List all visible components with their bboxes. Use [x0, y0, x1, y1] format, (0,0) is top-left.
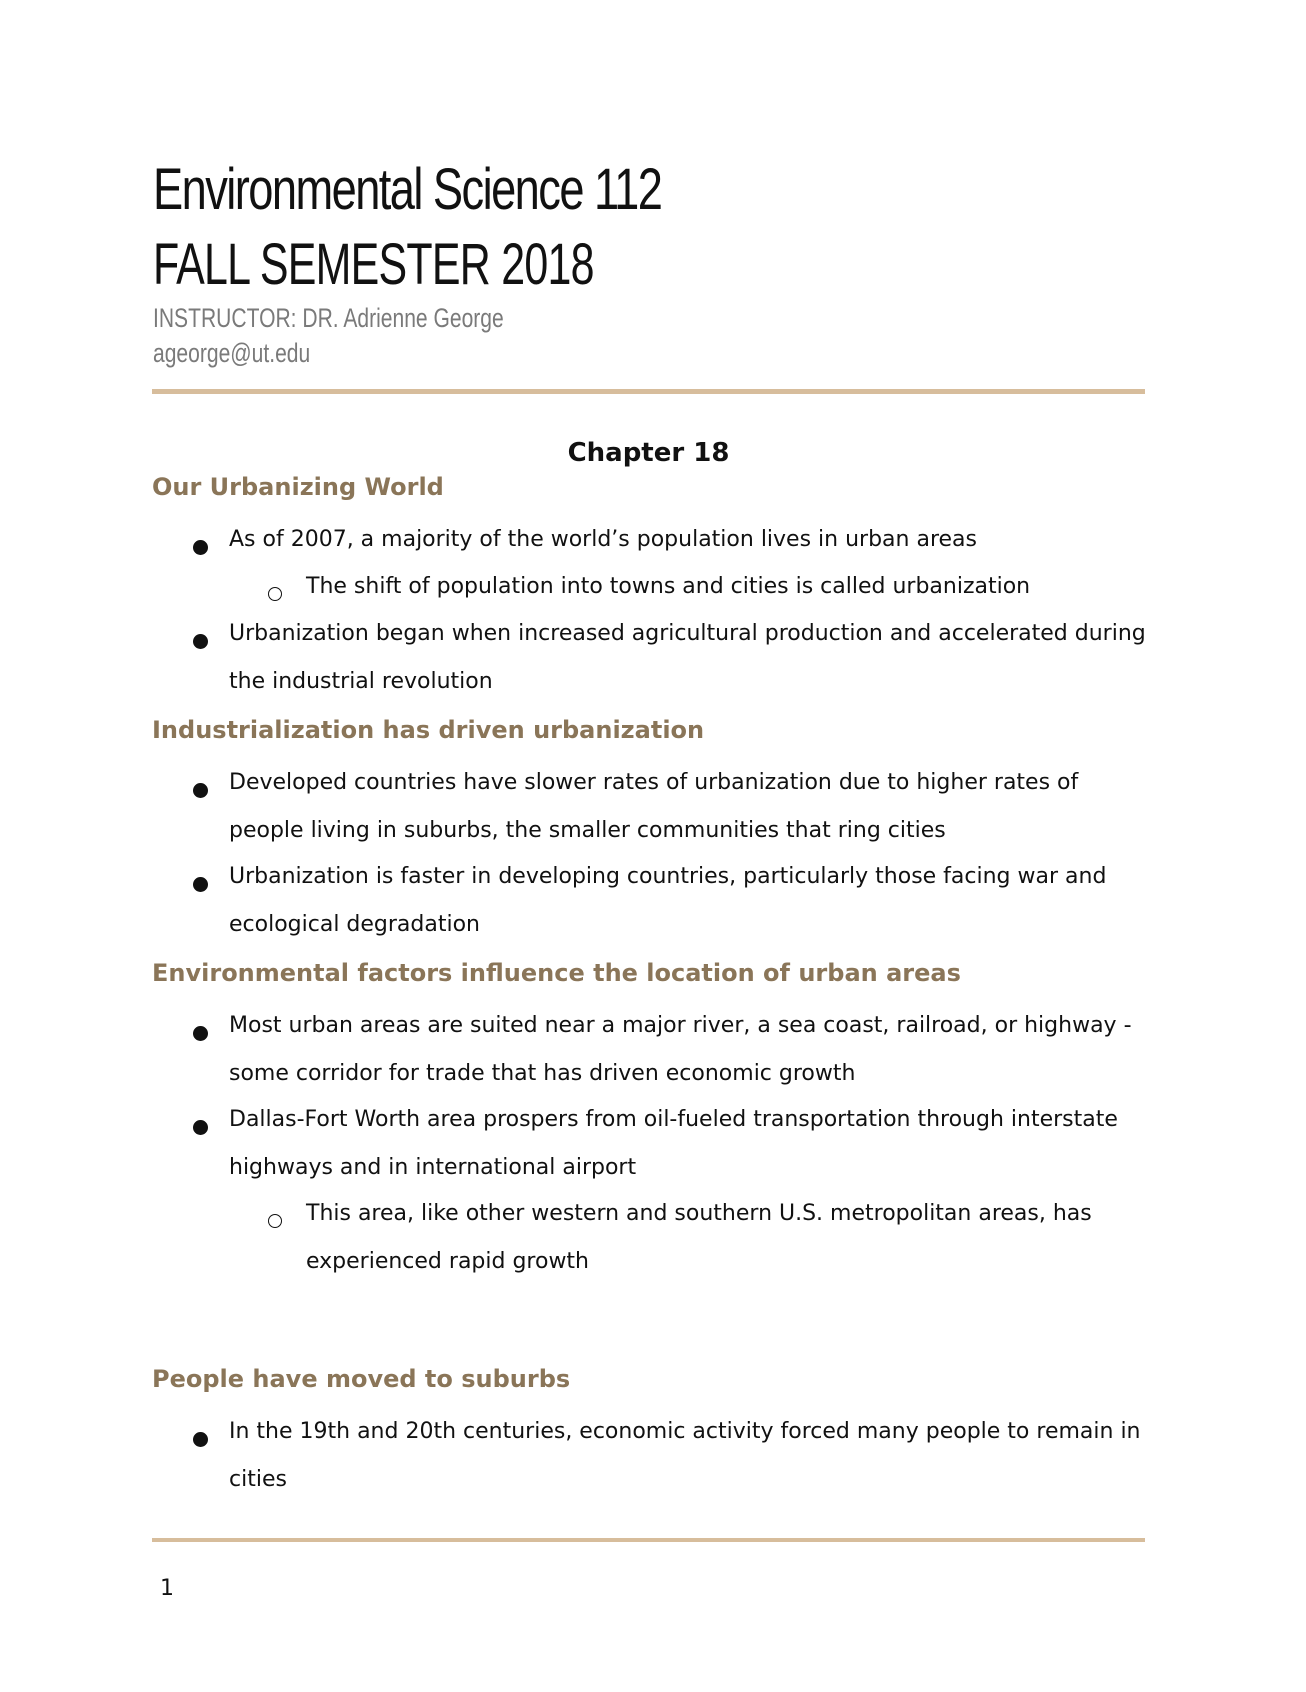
hollow-bullet-icon [268, 587, 282, 601]
list-item: The shift of population into towns and cities is called urbanization [306, 574, 1031, 599]
section-heading: People have moved to suburbs [152, 1365, 571, 1393]
list-item: In the 19th and 20th centuries, economic activity forced many people to remain in cities [229, 1419, 1141, 1492]
list-item: Dallas-Fort Worth area prospers from oil-fueled transportation through interstate highways and in international airport [229, 1107, 1118, 1180]
course-title: Environmental Science 112 [153, 157, 662, 222]
bullet-icon [193, 1432, 208, 1447]
hollow-bullet-icon [268, 1214, 282, 1228]
list-item: Urbanization is faster in developing countries, particularly those facing war and ecological degradation [229, 864, 1107, 937]
section-heading: Environmental factors influence the location of urban areas [152, 959, 961, 987]
bullet-icon [193, 1120, 208, 1135]
page-number: 1 [160, 1576, 174, 1601]
list-item: Most urban areas are suited near a major river, a sea coast, railroad, or highway - some corridor for trade that has driven economic growth [229, 1013, 1132, 1086]
bullet-icon [193, 783, 208, 798]
list-item: This area, like other western and southern U.S. metropolitan areas, has experienced rapid growth [306, 1201, 1092, 1274]
list-item: Urbanization began when increased agricultural production and accelerated during the industrial revolution [229, 621, 1146, 694]
footer-divider [152, 1538, 1145, 1542]
header-divider [152, 389, 1145, 394]
instructor-email: ageorge@ut.edu [153, 338, 311, 368]
section-heading: Our Urbanizing World [152, 473, 444, 501]
bullet-icon [193, 1026, 208, 1041]
list-item: Developed countries have slower rates of urbanization due to higher rates of people living in suburbs, the smaller communities that ring cities [229, 770, 1079, 843]
bullet-icon [193, 877, 208, 892]
semester-title: FALL SEMESTER 2018 [153, 232, 594, 297]
list-item: As of 2007, a majority of the world’s population lives in urban areas [229, 527, 977, 552]
chapter-title: Chapter 18 [567, 438, 730, 468]
bullet-icon [193, 540, 208, 555]
bullet-icon [193, 634, 208, 649]
section-heading: Industrialization has driven urbanization [152, 716, 705, 744]
instructor-name: INSTRUCTOR: DR. Adrienne George [153, 303, 504, 333]
